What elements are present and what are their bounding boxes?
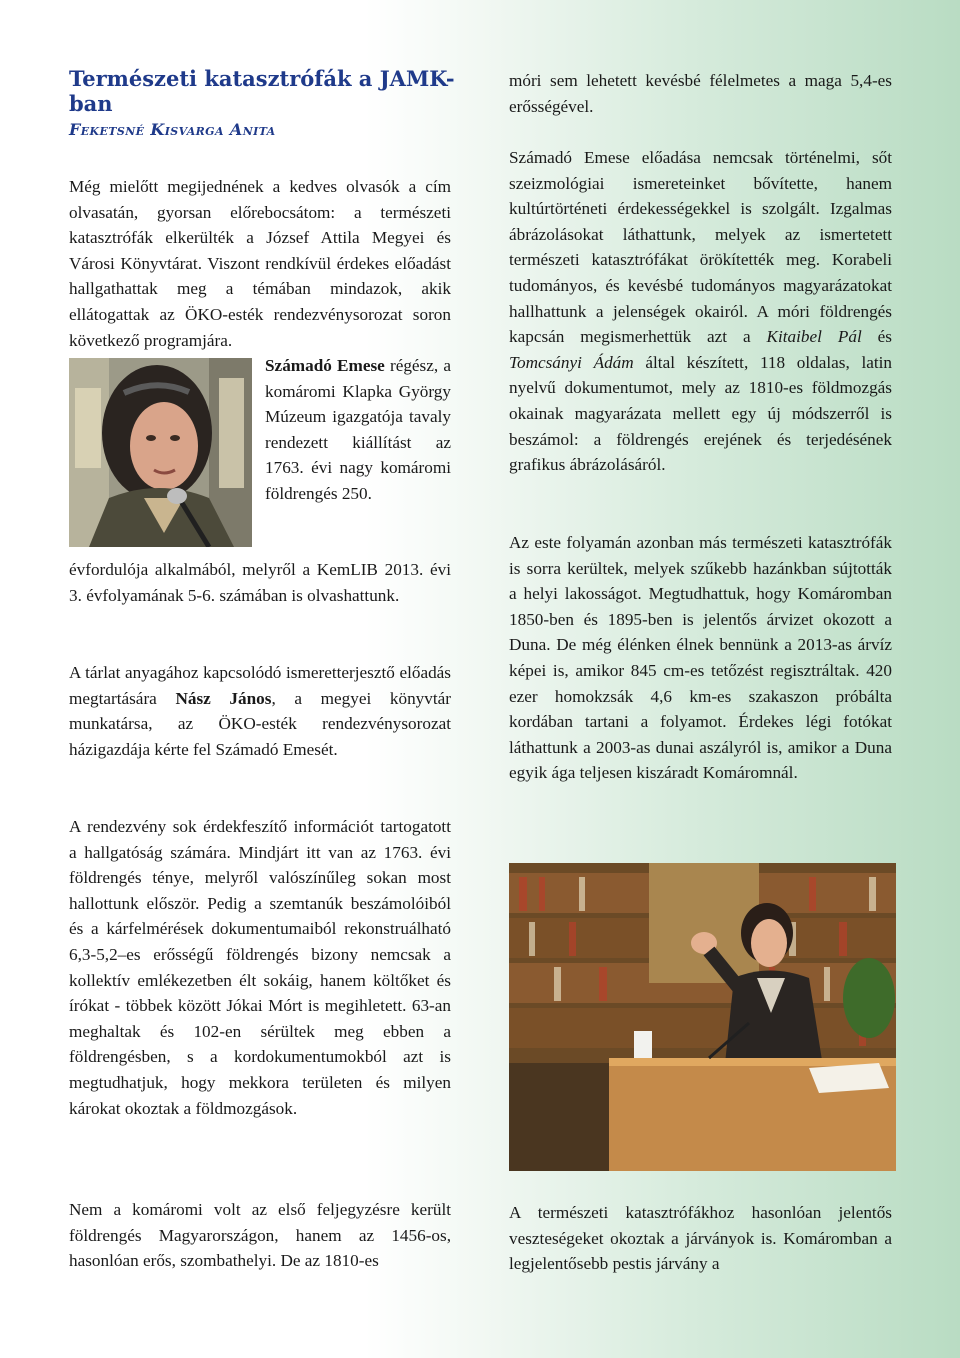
article-title: Természeti katasztrófák a JAMK-ban — [69, 66, 455, 116]
lecture-text-and: és — [861, 327, 892, 347]
earthquake-history-paragraph: Nem a komáromi volt az első feljegyzésre került földrengés Magyarországon, hanem az 1456-os, hasonlóan erős, szombathelyi. De az 1810-es — [69, 1200, 451, 1271]
lecture-organizer-paragraph — [69, 660, 451, 762]
epidemics-paragraph: A természeti katasztrófákhoz hasonlóan jelentős veszteségeket okoztak a járványok is. Komáromban a legjelentősebb pestis járvány a — [509, 1203, 892, 1274]
article-author: Feketsné Kisvarga Anita — [69, 120, 276, 139]
name-tomcsanyi: Tomcsányi Ádám — [509, 352, 634, 372]
floods-paragraph: Az este folyamán azonban más természeti katasztrófák is sorra kerültek, melyek szűkebb hazánkban sújtották a helyi lakosságot. Megtudhattuk, hogy Komáromban 1850-ben és 1895-ben is jelentős árvizet okozott a Duna. De még élénken élnek bennünk a 2013-as árvíz képei is, amikor 845 cm-es tetőzést regisztráltak. 420 ezer homokzsák 4,6 km-es szakaszon próbálta kordában tartani a folyamot. Érdekes légi fotókat láthattunk a 2003-as dunai aszályról is, amikor a Duna egyik ága teljesen kiszáradt Komáromnál. — [509, 533, 892, 783]
speaker-portrait-photo — [69, 358, 252, 547]
speaker-caption-text: régész, a komáromi Klapka György Múzeum igazgatója tavaly rendezett kiállítást az 1763. évi nagy komáromi földrengés 250. — [265, 356, 451, 503]
lecture-library-photo — [509, 863, 896, 1171]
mor-earthquake-paragraph: móri sem lehetett kevésbé félelmetes a maga 5,4-es erősségével. — [509, 71, 892, 116]
speaker-caption — [265, 353, 451, 507]
name-kitaibel: Kitaibel Pál — [766, 327, 862, 347]
intro-paragraph: Még mielőtt megijednének a kedves olvasók a cím olvasatán, gyorsan előrebocsátom: a természeti katasztrófák elkerülték a József Attila Megyei és Városi Könyvtárat. Viszont rendkívül érdekes előadást hallgathattak meg a témában mindazok, akik ellátogattak az ÖKO-esték rendezvénysorozat soron következő programjára. — [69, 177, 451, 350]
lecture-text-b: által készített, 118 oldalas, latin nyelvű dokumentumot, mely az 1810-es földmozgás okainak magyarázata mellett egy új módszerről is beszámol: a földrengés erejének és terjedésének grafikus ábrázolásáról. — [509, 352, 893, 475]
organizer-text-a: A tárlat anyagához kapcsolódó ismeretterjesztő előadás megtartására — [69, 663, 451, 708]
organizer-name: Nász János — [175, 688, 272, 708]
lecture-text-a: Számadó Emese előadása nemcsak történelmi, sőt szeizmológiai ismereteinket bővítette, hanem kultúrtörténeti érdekességekkel is szolgált. Izgalmas ábrázolásokat láthattunk, melyek az ismertetett természeti katasztrófákat örökítették meg. Korabeli tudományos, és kevésbé tudományos magyarázatokat hallhattunk a jelenségek okairól. A móri földrengés kapcsán megismerhettük azt a — [509, 148, 892, 347]
speaker-name: Számadó Emese — [265, 356, 385, 375]
lecture-content-paragraph — [509, 145, 892, 478]
earthquake-1763-paragraph: A rendezvény sok érdekfeszítő információt tartogatott a hallgatóság számára. Mindjárt itt van az 1763. évi földrengés ténye, melyről valószínűleg sokan most hallottunk először. Pedig a szemtanúk beszámolóiból és a kárfelmérések dokumentumaiból rekonstruálható 6,3-5,2–es erősségű földrengés bizony nemcsak a kollektív emlékezetben élt sokáig, hanem költőket és írókat - többek között Jókai Mórt is megihletett. 63-an meghaltak és 102-en sérültek meg ebben a földrengésben, s a kordokumentumokból azt is megtudhatjuk, hogy mekkora területen és milyen károkat okoztak a földmozgások. — [69, 817, 451, 1118]
speaker-caption-continued: évfordulója alkalmából, melyről a KemLIB 2013. évi 3. évfolyamának 5-6. számában is olvashattunk. — [69, 560, 451, 605]
organizer-text-b: , a megyei könyvtár munkatársa, az ÖKO-esték rendezvénysorozat házigazdája kérte fel Számadó Emesét. — [69, 688, 451, 759]
